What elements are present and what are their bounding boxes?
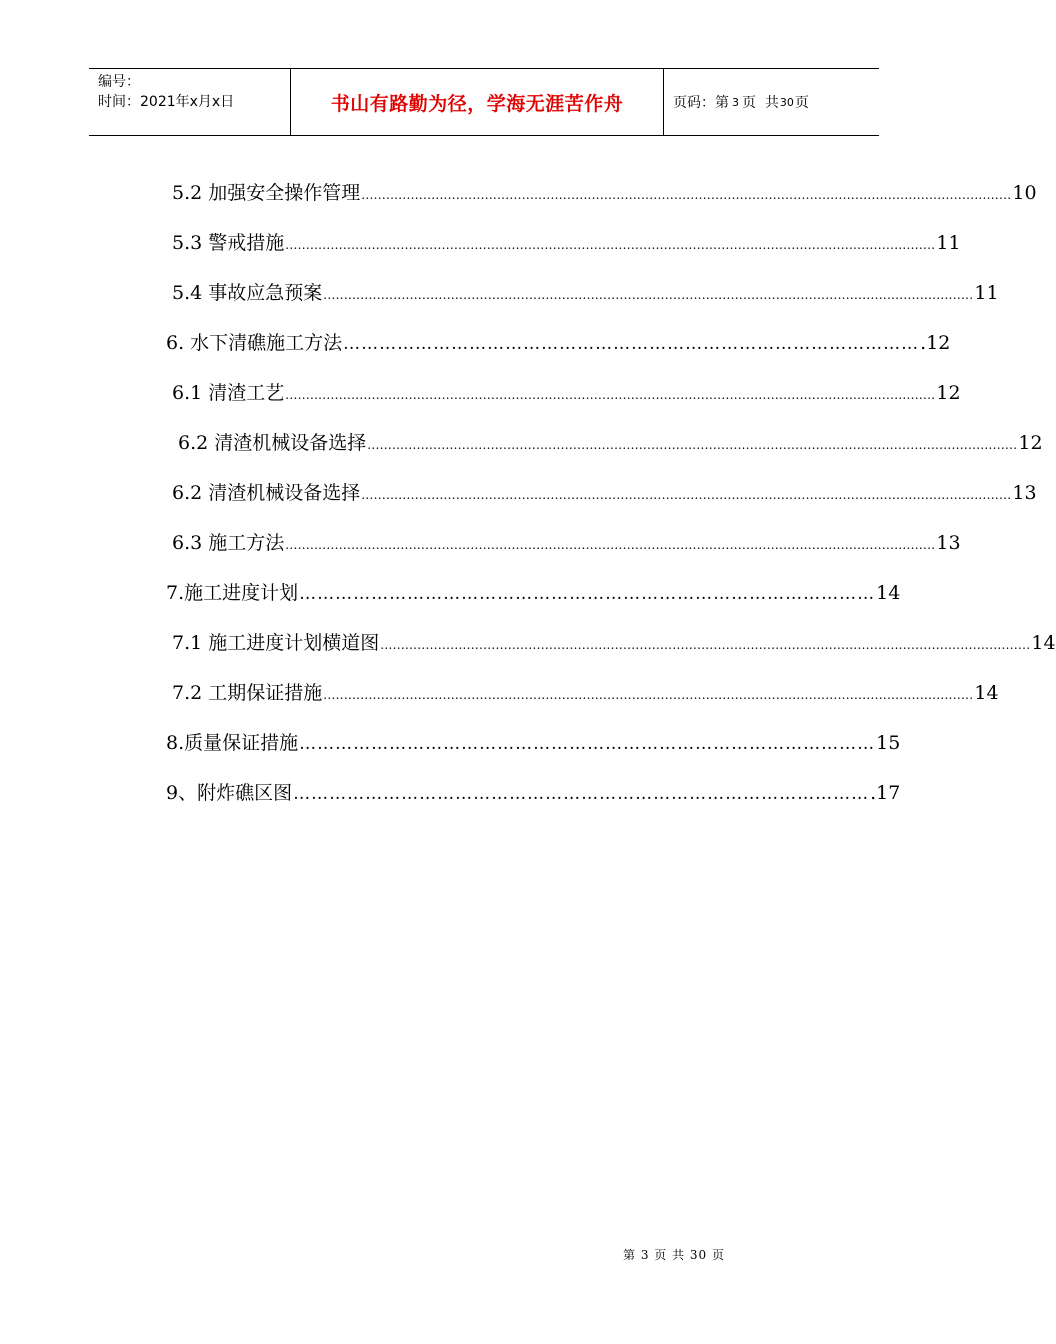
toc-entry-title: 6.3 施工方法	[172, 532, 285, 554]
toc-entry[interactable]	[178, 428, 1043, 458]
toc-leader: ..............................................................................................................................................................	[361, 188, 1012, 202]
toc-entry-title: 5.4 事故应急预案	[172, 282, 323, 304]
toc-entry[interactable]	[166, 778, 901, 808]
toc-leader: ……………………………………………………………………………………	[293, 784, 870, 804]
toc-entry[interactable]	[172, 478, 1037, 508]
toc-entry-title: 6.2 清渣机械设备选择	[172, 482, 361, 504]
toc-entry-title: 6.1 清渣工艺	[172, 382, 285, 404]
toc-entry-page: 12	[1018, 432, 1043, 454]
toc-leader: ..............................................................................................................................................................	[285, 388, 936, 402]
toc-leader: ..............................................................................................................................................................	[285, 538, 936, 552]
header-page-number	[664, 69, 879, 135]
toc-entry-title: 7.2 工期保证措施	[172, 682, 323, 704]
toc-entry[interactable]	[166, 728, 901, 758]
toc-entry-page: 14	[1031, 632, 1056, 654]
toc-entry-page: .17	[870, 782, 901, 804]
toc-leader: ..............................................................................................................................................................	[285, 238, 936, 252]
toc-leader: ..............................................................................................................................................................	[367, 438, 1018, 452]
toc-entry[interactable]	[172, 678, 999, 708]
page-footer: 第 3 页 共 30 页	[623, 1248, 725, 1262]
page-header	[89, 68, 879, 136]
document-time: 时间：2021年x月x日	[98, 94, 235, 110]
toc-leader: ..............................................................................................................................................................	[380, 638, 1031, 652]
toc-leader: ……………………………………………………………………………………	[299, 734, 876, 754]
toc-entry[interactable]	[166, 578, 901, 608]
toc-leader: ..............................................................................................................................................................	[323, 288, 974, 302]
toc-entry[interactable]	[172, 178, 1037, 208]
toc-leader: ..............................................................................................................................................................	[361, 488, 1012, 502]
toc-entry-page: 10	[1012, 182, 1037, 204]
toc-leader: ..............................................................................................................................................................	[323, 688, 974, 702]
document-number-label: 编号：	[98, 74, 140, 90]
page-middle: 页 共	[742, 95, 779, 111]
toc-entry-page: 15	[876, 732, 901, 754]
header-motto-cell	[291, 69, 664, 135]
toc-entry[interactable]	[172, 628, 1056, 658]
header-motto: 书山有路勤为径，学海无涯苦作舟	[330, 92, 624, 115]
page-current: 3	[732, 95, 739, 109]
toc-entry-page: 14	[876, 582, 901, 604]
page-suffix: 页	[794, 95, 809, 111]
toc-entry-page: .12	[920, 332, 951, 354]
toc-leader: ……………………………………………………………………………………	[299, 584, 876, 604]
toc-entry-page: 13	[1012, 482, 1037, 504]
toc-entry-title: 7.施工进度计划	[166, 582, 299, 604]
toc-entry-title: 5.3 警戒措施	[172, 232, 285, 254]
toc-entry[interactable]	[172, 528, 961, 558]
toc-entry-page: 14	[974, 682, 999, 704]
toc-entry-page: 12	[936, 382, 961, 404]
page-total: 30	[779, 95, 794, 109]
toc-leader: ……………………………………………………………………………………	[343, 334, 920, 354]
toc-entry-title: 8.质量保证措施	[166, 732, 299, 754]
toc-entry[interactable]	[166, 328, 951, 358]
toc-entry[interactable]	[172, 278, 999, 308]
toc-entry-page: 11	[974, 282, 999, 304]
page-prefix: 页码：第	[673, 95, 729, 111]
toc-entry-title: 7.1 施工进度计划横道图	[172, 632, 380, 654]
toc-entry-title: 6. 水下清礁施工方法	[166, 332, 343, 354]
toc-entry-title: 5.2 加强安全操作管理	[172, 182, 361, 204]
toc-entry[interactable]	[172, 228, 961, 258]
header-meta	[89, 69, 291, 135]
toc-entry[interactable]	[172, 378, 961, 408]
toc-entry-page: 11	[936, 232, 961, 254]
toc-entry-title: 6.2 清渣机械设备选择	[178, 432, 367, 454]
toc-entry-page: 13	[936, 532, 961, 554]
toc-entry-title: 9、附炸礁区图	[166, 782, 293, 804]
